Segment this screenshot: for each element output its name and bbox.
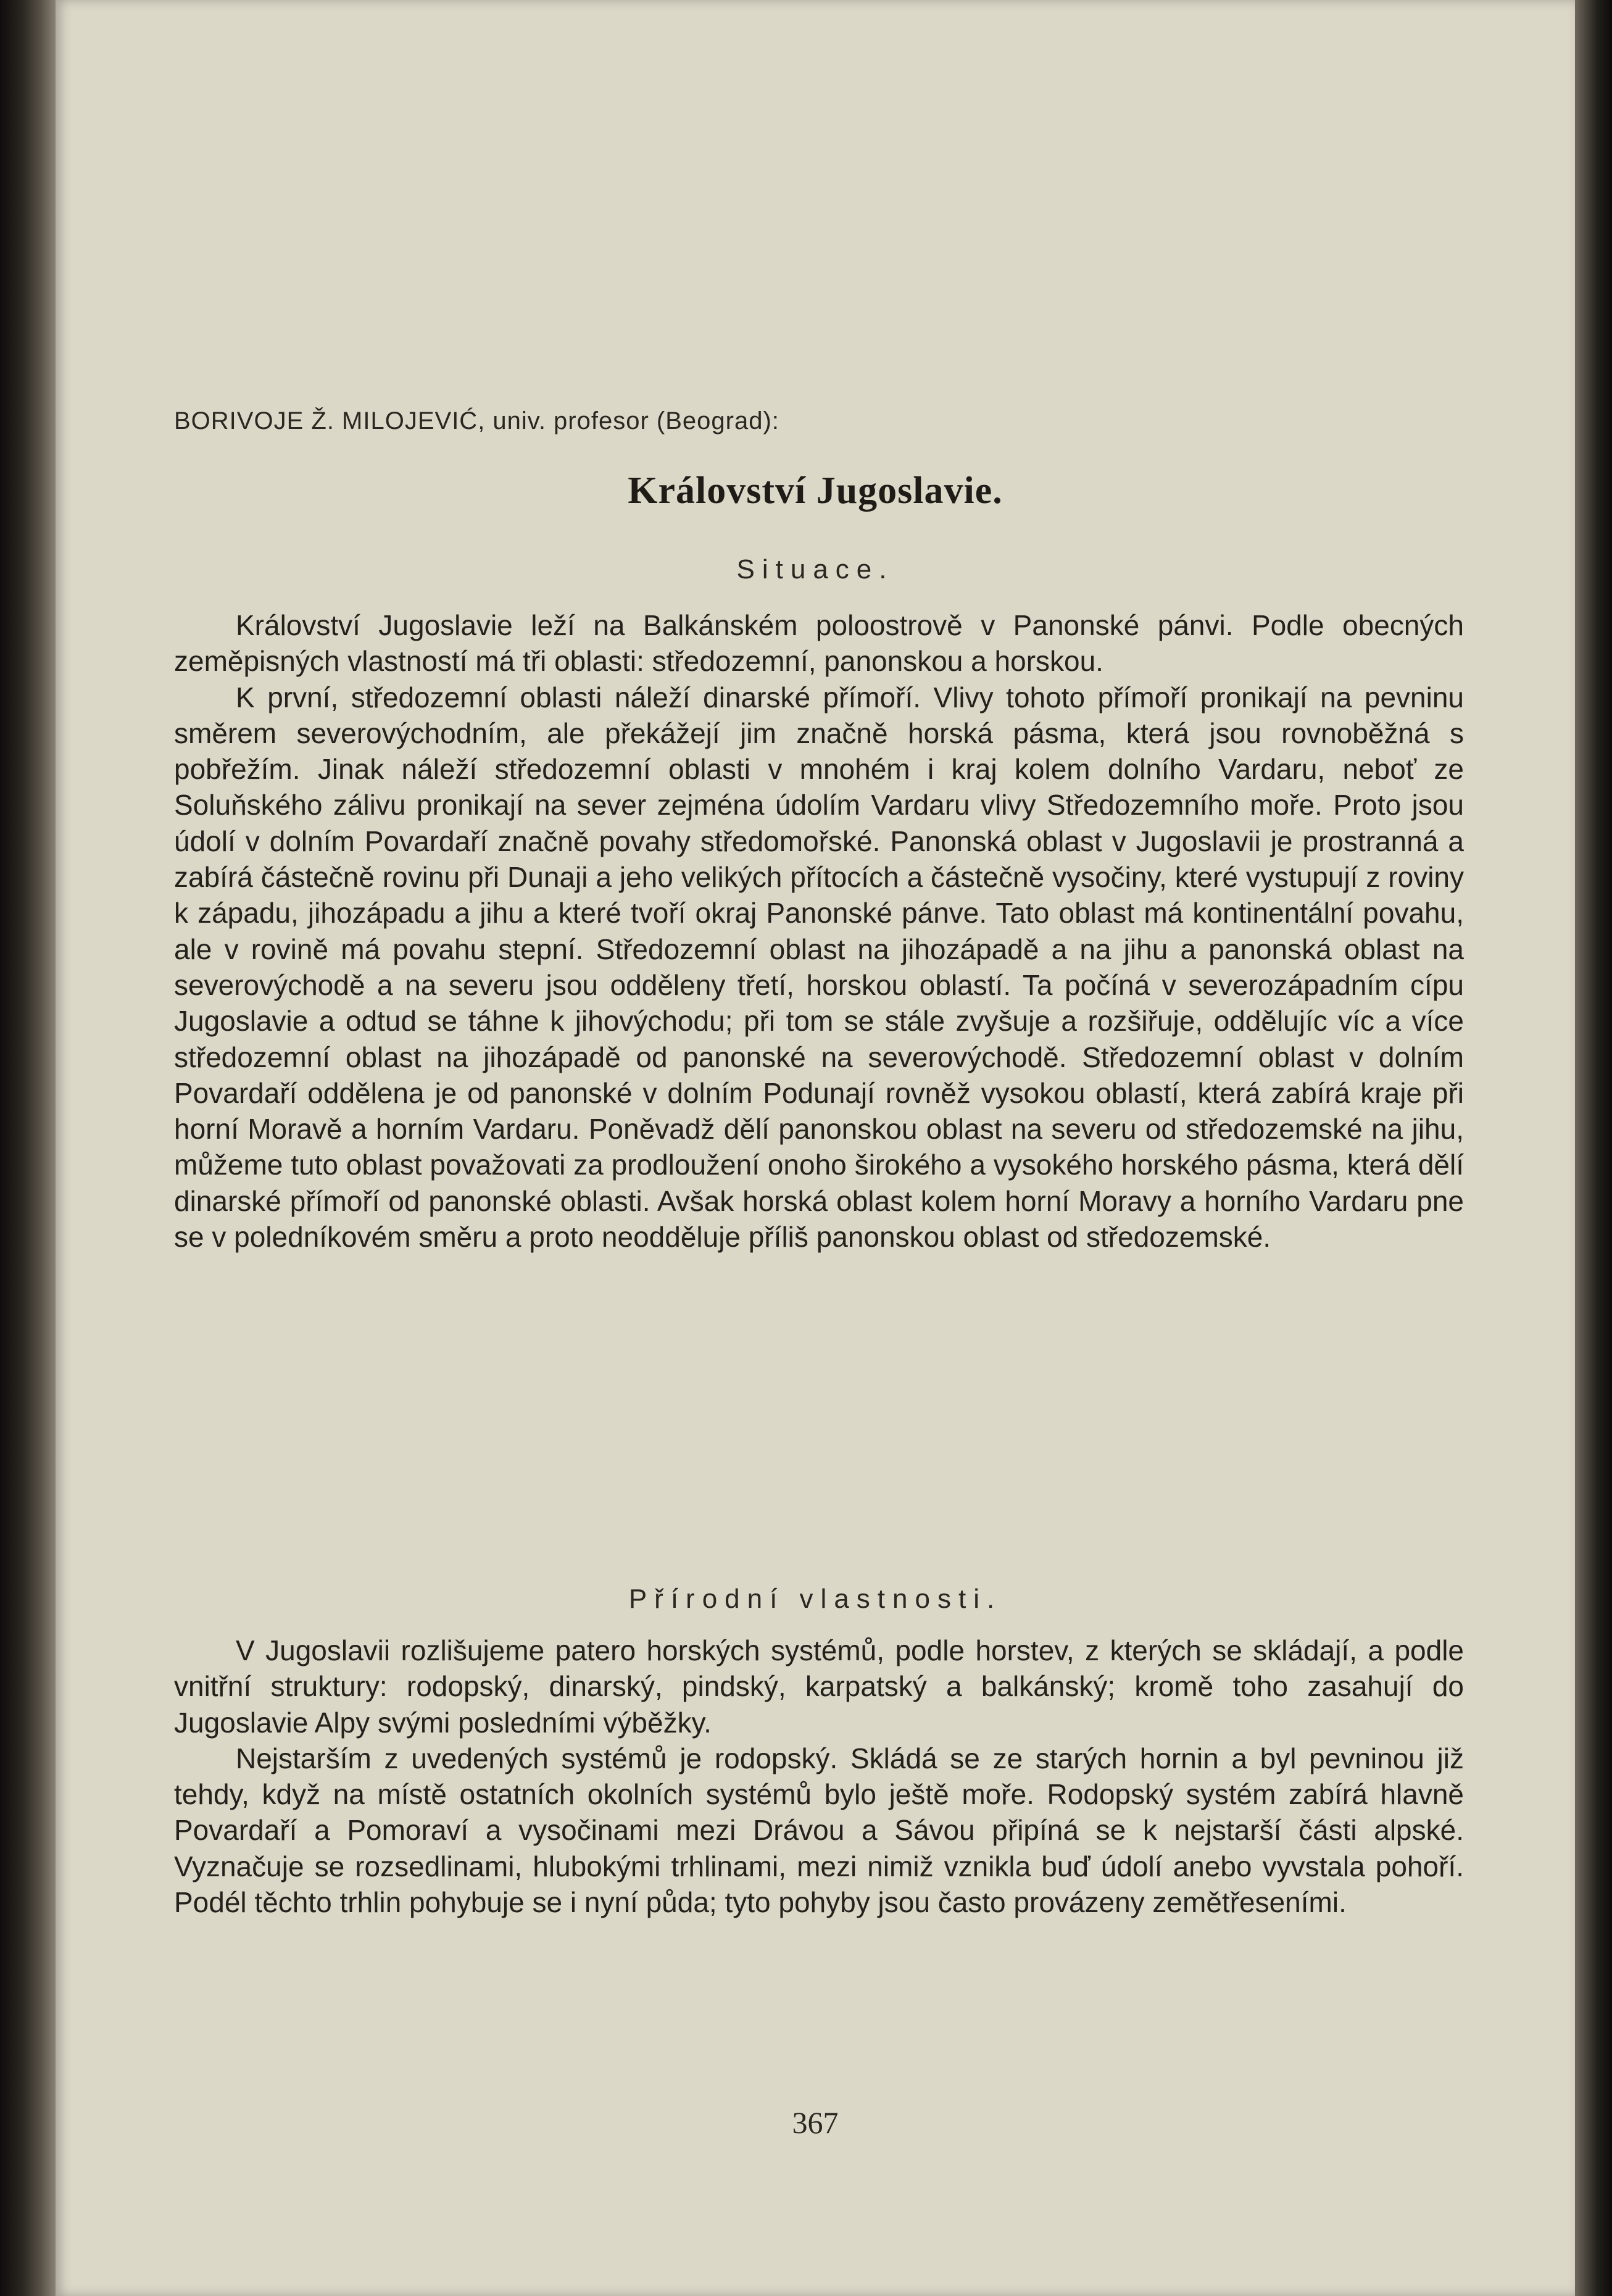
section-body-situation (174, 607, 1464, 1255)
paragraph: Království Jugoslavie leží na Balkánském poloostrově v Panonské pánvi. Podle obecných zeměpisných vlastností má tři oblasti: středozemní, panonskou a horskou. (174, 609, 1464, 678)
paragraph: V Jugoslavii rozlišujeme patero horských systémů, podle horstev, z kterých se skládají, a podle vnitřní struktury: rodopský, dinarský, pindský, karpatský a balkánský; kromě toho zasahují do Jugoslavie Alpy svými posledními výběžky. (174, 1634, 1464, 1739)
page-number: 367 (792, 2105, 839, 2140)
section-heading-natural-features: Přírodní vlastnosti. (628, 1584, 1002, 1614)
paragraph: K první, středozemní oblasti náleží dinarské přímoří. Vlivy tohoto přímoří pronikají na pevninu směrem severovýchodním, ale překážejí jim značně horská pásma, která jsou rovnoběžná s pobřežím. Jinak náleží středozemní oblasti v mnohém i kraj kolem dolního Vardaru, neboť ze Soluňského zálivu pronikají na sever zejména údolím Vardaru vlivy Středozemního moře. Proto jsou údolí v dolním Povardaří značně povahy středomořské. Panonská oblast v Jugoslavii je prostranná a zabírá částečně rovinu při Dunaji a jeho velikých přítocích a částečně vysočiny, které vystupují z roviny k západu, jihozápadu a jihu a které tvoří okraj Panonské pánve. Tato oblast má kontinentální povahu, ale v rovině má povahu stepní. Středozemní oblast na jihozápadě a na jihu a panonská oblast na severovýchodě a na severu jsou odděleny třetí, horskou oblastí. Ta počíná v severozápadním cípu Jugoslavie a odtud se táhne k jihovýchodu; při tom se stále zvyšuje a rozšiřuje, oddělujíc víc a více středozemní oblast na jihozápadě od panonské na severovýchodě. Středozemní oblast v dolním Povardaří oddělena je od panonské v dolním Podunají rovněž vysokou oblastí, která zabírá kraje při horní Moravě a horním Vardaru. Poněvadž dělí panonskou oblast na severu od středozemské na jihu, můžeme tuto oblast považovati za prodloužení onoho širokého a vysokého horského pásma, která dělí dinarské přímoří od panonské oblasti. Avšak horská oblast kolem horní Moravy a horního Vardaru pne se v poledníkovém směru a proto neodděluje příliš panonskou oblast od středozemské. (174, 681, 1464, 1254)
book-binding-edge (0, 0, 56, 2296)
article-title: Království Jugoslavie. (628, 470, 1003, 512)
book-page (56, 0, 1575, 2296)
paragraph: Nejstarším z uvedených systémů je rodopský. Skládá se ze starých hornin a byl pevninou již tehdy, když na místě ostatních okolních systémů bylo ještě moře. Rodopský systém zabírá hlavně Povardaří a Pomoraví a vysočinami mezi Drávou a Sávou připíná se k nejstarší části alpské. Vyznačuje se rozsedlinami, hlubokými trhlinami, mezi nimiž vznikla buď údolí anebo vyvstala pohoří. Podél těchto trhlin pohybuje se i nyní půda; tyto pohyby jsou často provázeny zemětřeseními. (174, 1742, 1464, 1919)
page-stack-edge (1575, 0, 1612, 2296)
author-line: BORIVOJE Ž. MILOJEVIĆ, univ. profesor (Beograd): (174, 407, 779, 435)
section-body-natural-features (174, 1633, 1464, 1920)
section-heading-situation: Situace. (736, 554, 894, 584)
